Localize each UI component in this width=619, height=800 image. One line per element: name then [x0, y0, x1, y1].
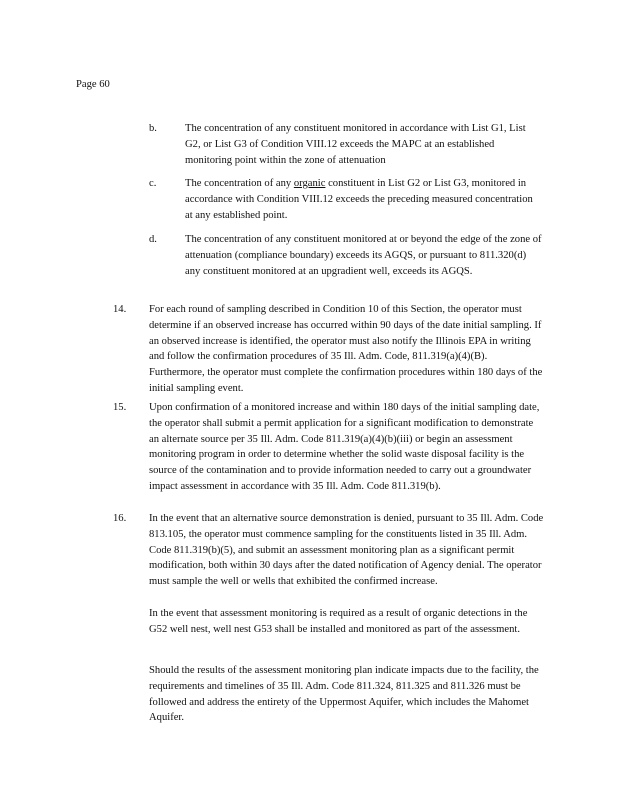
- condition-text-14: For each round of sampling described in Condition 10 of this Section, the operator must determine if an observed increase has occurred within 90 days of the date initial sampling. If an observed increase is identified, the operator must also notify the Illinois EPA in writing and follow the confirmation procedures of 35 Ill. Adm. Code, 811.319(a)(4)(B). Furthermore, the operator must complete the confirmation procedures within 180 days of the initial sampling event.: [149, 304, 543, 394]
- condition-text-16-para-1: In the event that an alternative source demonstration is denied, pursuant to 35 Ill. Adm. Code 813.105, the operator must commence sampling for the constituents listed in 35 Ill. Adm. Code 811.319(b)(5), and submit an assessment monitoring plan as a significant permit modification, both within 30 days after the dated notification of Agency denial. The operator must sample the well or wells that exhibited the confirmed increase.: [149, 513, 544, 588]
- sub-item-text-c: The concentration of any organic constituent in List G2 or List G3, monitored in accordance with Condition VIII.12 exceeds the preceding measured concentration at any established point.: [185, 178, 533, 221]
- sub-item-label-d: d.: [149, 234, 157, 245]
- sub-item-label-c: c.: [149, 178, 157, 189]
- page-number: Page 60: [76, 79, 110, 90]
- condition-text-15: Upon confirmation of a monitored increase and within 180 days of the initial sampling date, the operator shall submit a permit application for a significant modification to demonstrate an alternate source per 35 Ill. Adm. Code 811.319(a)(4)(b)(iii) or begin an assessment monitoring program in order to determine whether the solid waste disposal facility is the source of the contamination and to provide information needed to carry out a groundwater impact assessment in accordance with 35 Ill. Adm. Code 811.319(b).: [149, 402, 540, 492]
- sub-item-text-b: The concentration of any constituent monitored in accordance with List G1, List G2, or List G3 of Condition VIII.12 exceeds the MAPC at an established monitoring point within the zone of attenuation: [185, 123, 526, 166]
- underlined-word-organic: organic: [293, 178, 326, 189]
- sub-item-text-d: The concentration of any constituent monitored at or beyond the edge of the zone of attenuation (compliance boundary) exceeds its AGQS, or pursuant to 811.320(d) any constituent monitored at an upgradient well, exceeds its AGQS.: [185, 234, 542, 277]
- condition-text-16-para-3: Should the results of the assessment monitoring plan indicate impacts due to the facility, the requirements and timelines of 35 Ill. Adm. Code 811.324, 811.325 and 811.326 must be followed and address the entirety of the Uppermost Aquifer, which includes the Mahomet Aquifer.: [149, 665, 539, 724]
- condition-number-15: 15.: [113, 402, 127, 413]
- condition-number-14: 14.: [113, 304, 127, 315]
- condition-text-16-para-2: In the event that assessment monitoring is required as a result of organic detections in the G52 well nest, well nest G53 shall be installed and monitored as part of the assessment.: [149, 608, 528, 635]
- sub-item-label-b: b.: [149, 123, 157, 134]
- condition-number-16: 16.: [113, 513, 127, 524]
